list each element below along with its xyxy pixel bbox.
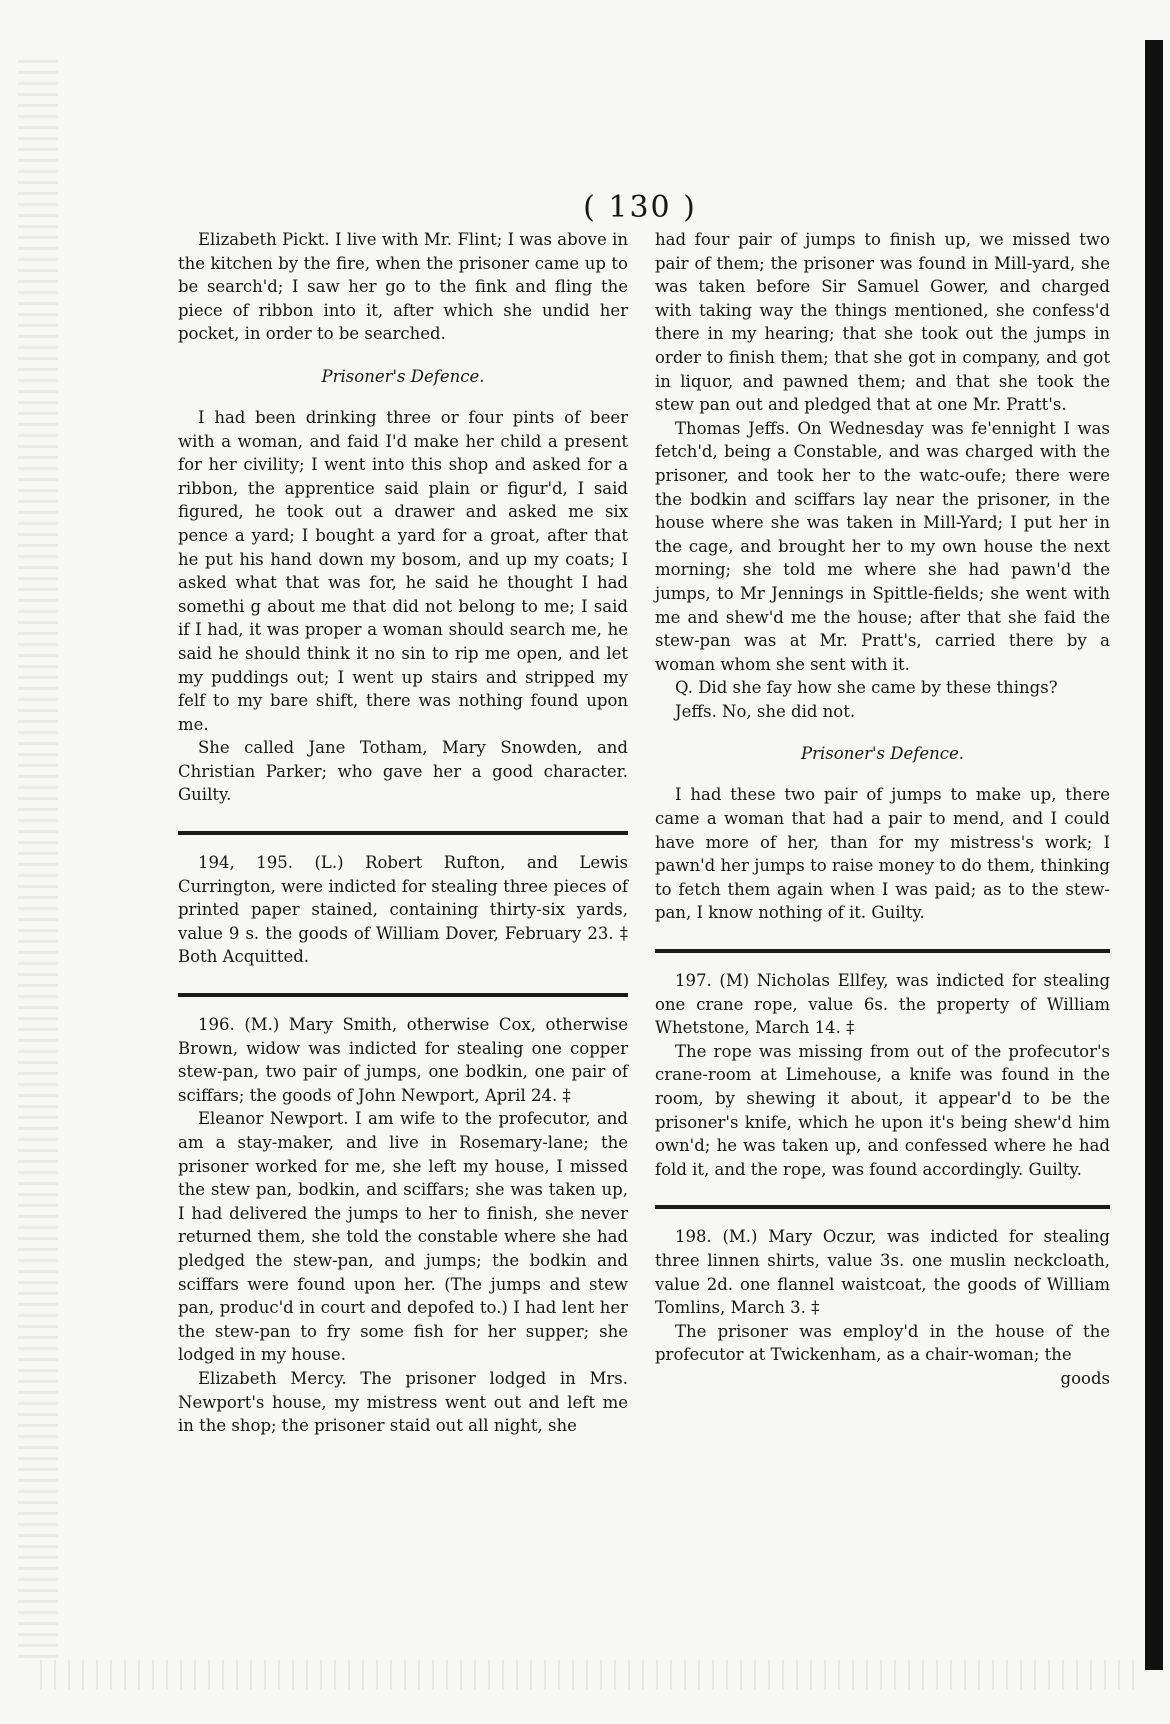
page-number: ( 130 ) — [583, 190, 697, 225]
answer-line: Jeffs. No, she did not. — [675, 701, 856, 721]
case-entry: 196. (M.) Mary Smith, otherwise Cox, otherwise Brown, widow was indicted for stealing one copper stew-pan, two pair of jumps, one bodkin, one pair of sciffars; the goods of John Newport, April 24. ‡ — [178, 1015, 628, 1105]
section-heading: Prisoner's Defence. — [801, 744, 964, 764]
case-entry: 197. (M) Nicholas Ellfey, was indicted for stealing one crane rope, value 6s. the property of William Whetstone, March 14. ‡ — [655, 971, 1110, 1038]
left-column — [178, 228, 628, 1438]
testimony-paragraph: Elizabeth Pickt. I live with Mr. Flint; I was above in the kitchen by the fire, when the prisoner came up to be search'd; I saw her go to the fink and fling the piece of ribbon into it, after which she undid her pocket, in order to be searched. — [178, 230, 628, 344]
testimony-paragraph: had four pair of jumps to finish up, we missed two pair of them; the prisoner was found in Mill-yard, she was taken before Sir Samuel Gower, and charged with taking way the things mentioned, she confess'd there in my hearing; that she took out the jumps in order to finish them; that she got in company, and got in liquor, and pawned them; and that she took the stew pan out and pledged that at one Mr. Pratt's. — [655, 230, 1110, 415]
testimony-paragraph: Eleanor Newport. I am wife to the profecutor, and am a stay-maker, and live in Rosemary-lane; the prisoner worked for me, she left my house, I missed the stew pan, bodkin, and sciffars; she was taken up, I had delivered the jumps to her to finish, she never returned them, she told the constable where she had pledged the stew-pan, and jumps; the bodkin and sciffars were found upon her. (The jumps and stew pan, produc'd in court and depofed to.) I had lent her the stew-pan to fry some fish for her supper; she lodged in my house. — [178, 1109, 628, 1365]
section-heading: Prisoner's Defence. — [321, 366, 485, 386]
defence-paragraph: I had these two pair of jumps to make up, there came a woman that had a pair to mend, and I could have more of her, than for my mistress's work; I pawn'd her jumps to raise money to do them, thinking to fetch them again when I was paid; as to the stew-pan, I know nothing of it. Guilty. — [655, 785, 1110, 923]
defence-paragraph: I had been drinking three or four pints of beer with a woman, and faid I'd make her child a present for her civility; I went into this shop and asked for a ribbon, the apprentice said plain or figur'd, I said figured, he took out a drawer and asked me six pence a yard; I bought a yard for a groat, after that he put his hand down my bosom, and up my coats; I asked what that was for, he said he thought I had somethi g about me that did not belong to me; I said if I had, it was proper a woman should search me, he said he should think it no sin to rip me open, and let my puddings out; I went up stairs and stripped my felf to my bare shift, there was nothing found upon me. — [178, 407, 628, 734]
catchword: goods — [1060, 1368, 1110, 1388]
scan-edge-noise — [18, 60, 58, 1660]
testimony-paragraph: Thomas Jeffs. On Wednesday was fe'ennight I was fetch'd, being a Constable, and was charged with the prisoner, and took her to the watc-oufe; there were the bodkin and sciffars lay near the prisoner, in the house where she was taken in Mill-Yard; I put her in the cage, and brought her to my own house the next morning; she told me where she had pawn'd the jumps, to Mr Jennings in Spittle-fields; she went with me and shew'd me the house; after that she faid the stew-pan was at Mr. Pratt's, carried there by a woman whom she sent with it. — [655, 418, 1110, 674]
case-entry: 194, 195. (L.) Robert Rufton, and Lewis Currington, were indicted for stealing three pieces of printed paper stained, containing thirty-six yards, value 9 s. the goods of William Dover, February 23. ‡ Both Acquitted. — [178, 853, 628, 967]
scan-bottom-noise — [40, 1660, 1140, 1690]
scan-page-edge — [1145, 40, 1163, 1670]
testimony-paragraph: The prisoner was employ'd in the house of the profecutor at Twickenham, as a chair-woman; the — [655, 1321, 1110, 1365]
testimony-paragraph: The rope was missing from out of the profecutor's crane-room at Limehouse, a knife was found in the room, by shewing it about, it appear'd to be the prisoner's knife, which he upon it's being shew'd him own'd; he was taken up, and confessed where he had fold it, and the rope, was found accordingly. Guilty. — [655, 1041, 1110, 1179]
case-entry: 198. (M.) Mary Oczur, was indicted for stealing three linnen shirts, value 3s. one muslin neckcloath, value 2d. one flannel waistcoat, the goods of William Tomlins, March 3. ‡ — [655, 1227, 1110, 1318]
right-column — [655, 228, 1110, 1391]
question-line: Q. Did she fay how she came by these things? — [675, 678, 1058, 698]
testimony-paragraph: Elizabeth Mercy. The prisoner lodged in Mrs. Newport's house, my mistress went out and left me in the shop; the prisoner staid out all night, she — [178, 1368, 628, 1436]
verdict-paragraph: She called Jane Totham, Mary Snowden, and Christian Parker; who gave her a good character. Guilty. — [178, 738, 628, 805]
